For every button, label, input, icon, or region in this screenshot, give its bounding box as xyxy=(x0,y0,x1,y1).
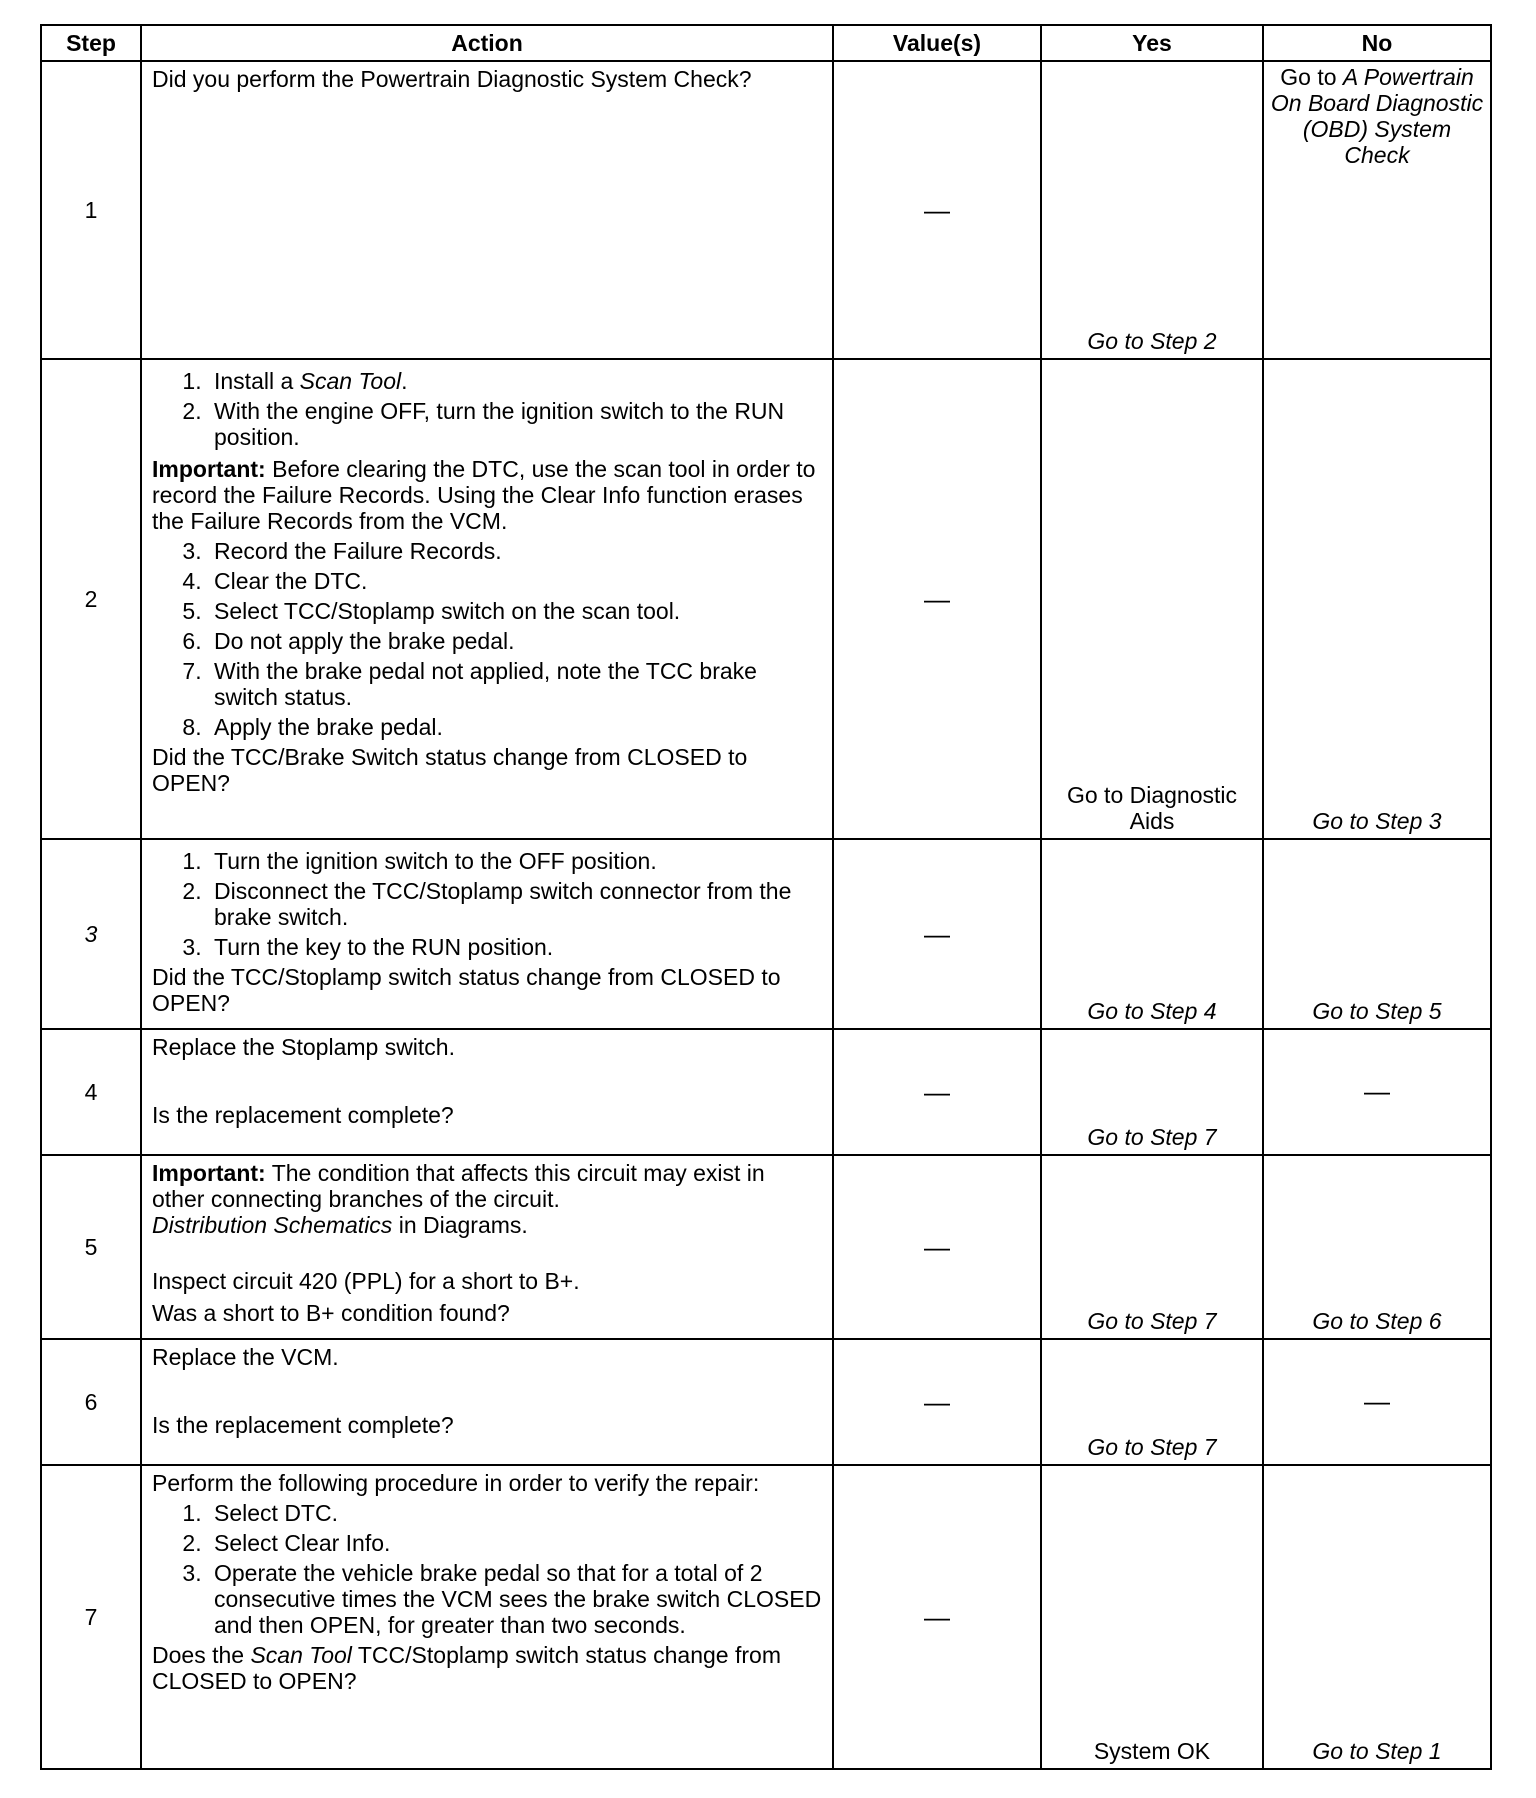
action-cell xyxy=(141,839,833,1029)
no-cell xyxy=(1263,61,1491,359)
list-item: 7. With the brake pedal not applied, note the TCC brake switch status. xyxy=(208,658,822,710)
list-item: 2. Select Clear Info. xyxy=(208,1530,822,1556)
important-note: Important: Before clearing the DTC, use the scan tool in order to record the Failure Records. Using the Clear Info function erases the Failure Records from the VCM. xyxy=(152,456,816,534)
value-cell: — xyxy=(833,61,1041,359)
action-cell xyxy=(141,1029,833,1155)
list-item: 5. Select TCC/Stoplamp switch on the scan tool. xyxy=(208,598,822,624)
header-yes: Yes xyxy=(1041,25,1263,61)
header-row xyxy=(41,25,1491,61)
step-number: 5 xyxy=(41,1155,141,1339)
step-number: 4 xyxy=(41,1029,141,1155)
action-cell xyxy=(141,359,833,839)
list-item: 6. Do not apply the brake pedal. xyxy=(208,628,822,654)
list-item: 4. Clear the DTC. xyxy=(208,568,822,594)
action-question: Is the replacement complete? xyxy=(152,1412,454,1438)
value-cell: — xyxy=(833,1339,1041,1465)
table-row xyxy=(41,61,1491,359)
list-item: 1. Turn the ignition switch to the OFF position. xyxy=(208,848,822,874)
action-cell xyxy=(141,61,833,359)
important-note: Important: The condition that affects this circuit may exist in other connecting branches of the circuit. xyxy=(152,1160,765,1212)
list-item: 1. Select DTC. xyxy=(208,1500,822,1526)
no-cell: — xyxy=(1263,1029,1491,1155)
action-line: Replace the VCM. xyxy=(152,1344,339,1370)
action-cell xyxy=(141,1339,833,1465)
action-intro: Perform the following procedure in order to verify the repair: xyxy=(152,1470,760,1496)
no-cell: — xyxy=(1263,1339,1491,1465)
yes-cell: Go to Diagnostic Aids xyxy=(1041,359,1263,839)
action-list xyxy=(152,368,822,450)
step-number: 3 xyxy=(41,839,141,1029)
table-row xyxy=(41,1465,1491,1769)
reference-text: Distribution Schematics in Diagrams. xyxy=(152,1212,528,1238)
action-cell xyxy=(141,1465,833,1769)
list-item: 3. Operate the vehicle brake pedal so that for a total of 2 consecutive times the VCM sees the brake switch CLOSED and then OPEN, for greater than two seconds. xyxy=(208,1560,822,1638)
step-number: 7 xyxy=(41,1465,141,1769)
list-item: 1. Install a Scan Tool. xyxy=(208,368,822,394)
step-number: 2 xyxy=(41,359,141,839)
step-number: 1 xyxy=(41,61,141,359)
yes-cell: Go to Step 7 xyxy=(1041,1029,1263,1155)
table-row xyxy=(41,839,1491,1029)
value-cell: — xyxy=(833,359,1041,839)
table-row xyxy=(41,359,1491,839)
header-action: Action xyxy=(141,25,833,61)
action-list xyxy=(152,538,822,740)
no-cell: Go to Step 5 xyxy=(1263,839,1491,1029)
value-cell: — xyxy=(833,839,1041,1029)
no-prefix: Go to xyxy=(1280,64,1343,90)
list-item: 8. Apply the brake pedal. xyxy=(208,714,822,740)
table-row xyxy=(41,1155,1491,1339)
yes-cell: Go to Step 7 xyxy=(1041,1155,1263,1339)
action-list xyxy=(152,1500,822,1638)
action-question: Was a short to B+ condition found? xyxy=(152,1300,510,1326)
action-question: Does the Scan Tool TCC/Stoplamp switch status change from CLOSED to OPEN? xyxy=(152,1642,781,1694)
action-question: Did the TCC/Stoplamp switch status change from CLOSED to OPEN? xyxy=(152,964,781,1016)
header-step: Step xyxy=(41,25,141,61)
action-list xyxy=(152,848,822,960)
table-row xyxy=(41,1029,1491,1155)
action-question: Did you perform the Powertrain Diagnostic System Check? xyxy=(152,66,752,92)
list-item: 2. Disconnect the TCC/Stoplamp switch connector from the brake switch. xyxy=(208,878,822,930)
list-item: 3. Turn the key to the RUN position. xyxy=(208,934,822,960)
action-question: Did the TCC/Brake Switch status change from CLOSED to OPEN? xyxy=(152,744,748,796)
value-cell: — xyxy=(833,1465,1041,1769)
list-item: 2. With the engine OFF, turn the ignition switch to the RUN position. xyxy=(208,398,822,450)
no-link-text: A Powertrain On Board Diagnostic (OBD) System Check xyxy=(1270,64,1484,168)
value-cell: — xyxy=(833,1155,1041,1339)
header-no: No xyxy=(1263,25,1491,61)
action-line: Inspect circuit 420 (PPL) for a short to B+. xyxy=(152,1268,580,1294)
action-line: Replace the Stoplamp switch. xyxy=(152,1034,455,1060)
value-cell: — xyxy=(833,1029,1041,1155)
table-row xyxy=(41,1339,1491,1465)
action-question: Is the replacement complete? xyxy=(152,1102,454,1128)
yes-cell: Go to Step 7 xyxy=(1041,1339,1263,1465)
yes-cell: Go to Step 2 xyxy=(1041,61,1263,359)
no-cell: Go to Step 1 xyxy=(1263,1465,1491,1769)
no-cell: Go to Step 3 xyxy=(1263,359,1491,839)
list-item: 3. Record the Failure Records. xyxy=(208,538,822,564)
header-values: Value(s) xyxy=(833,25,1041,61)
action-cell xyxy=(141,1155,833,1339)
step-number: 6 xyxy=(41,1339,141,1465)
diagnostic-table xyxy=(40,24,1492,1770)
no-cell: Go to Step 6 xyxy=(1263,1155,1491,1339)
yes-cell: Go to Step 4 xyxy=(1041,839,1263,1029)
yes-cell: System OK xyxy=(1041,1465,1263,1769)
